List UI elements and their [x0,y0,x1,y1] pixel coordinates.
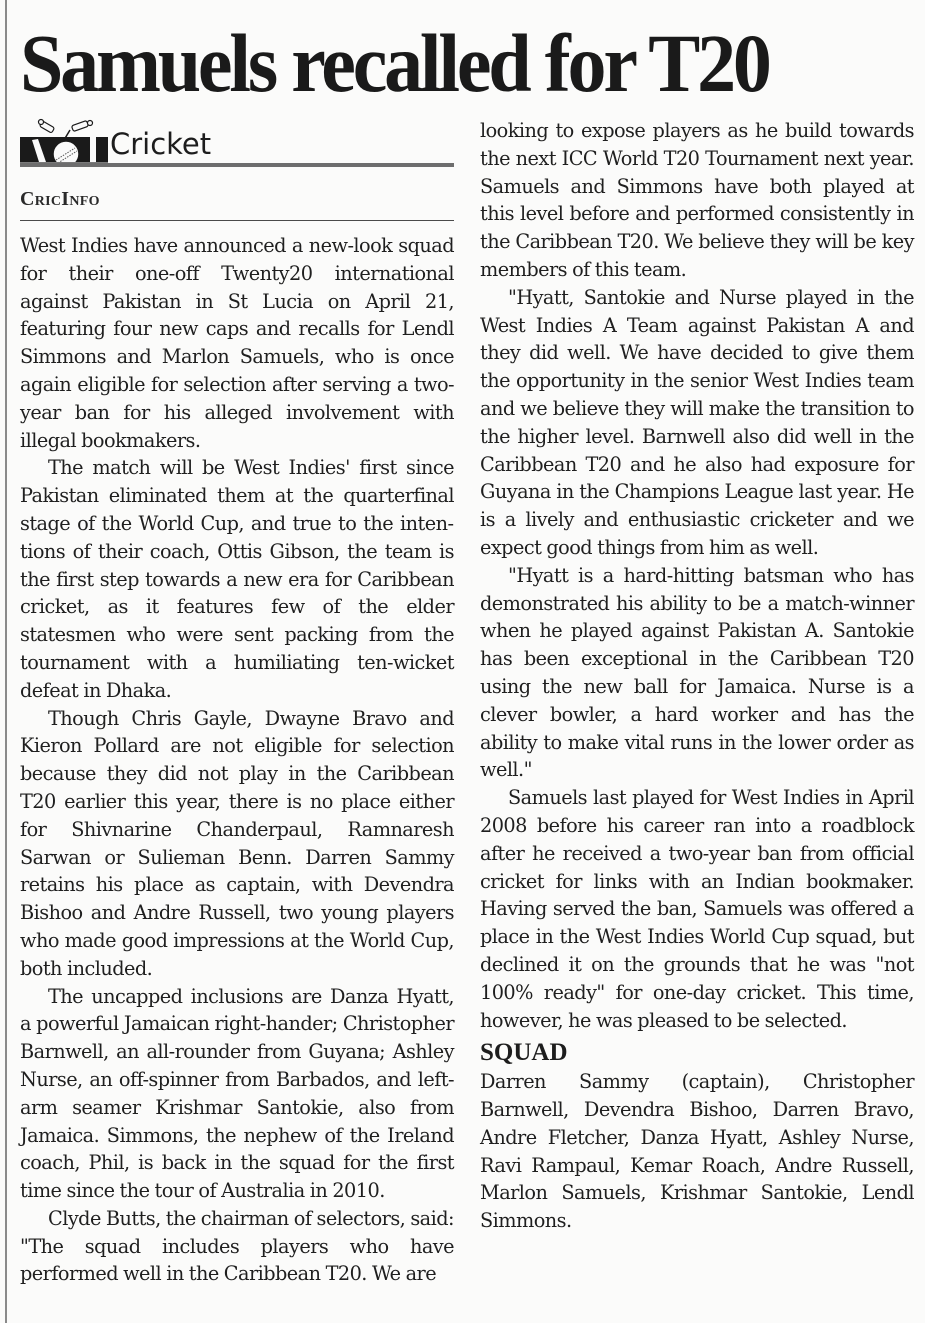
cricket-logo-icon [20,118,108,166]
squad-heading: SQUAD [480,1039,568,1067]
byline-divider [20,220,454,221]
left-column [20,232,454,1288]
section-label: Cricket [110,127,212,161]
byline: CricInfo [20,188,100,210]
right-column [480,117,914,1235]
section-divider [20,163,454,167]
paragraph: The match will be West Indies' first since Pakistan eliminated them at the quarterfinal stage of the World Cup, and true to the intentions of their coach, Ottis Gibson, the team is the first step towards a new era for Caribbean cricket, as it features few of the elder statesmen who were sent packing from the tournament with a humiliating ten-wicket defeat in Dhaka. [20,456,454,702]
paragraph: "Hyatt, Santokie and Nurse played in the West Indies A Team against Pakistan A and they did well. We have decided to give them the opportunity in the senior West Indies team and we believe they will make the transition to the higher level. Barnwell also did well in the Caribbean T20 and he also had exposure for Guyana in the Champions League last year. He is a lively and enthusiastic cricketer and we expect good things from him as well. [480,285,914,559]
paragraph: Though Chris Gayle, Dwayne Bravo and Kieron Pollard are not eligible for selection because they did not play in the Caribbean T20 earlier this year, there is no place either for Shivnarine Chanderpaul, Ramnaresh Sarwan or Sulieman Benn. Darren Sammy retains his place as captain, with Devendra Bishoo and Andre Russell, two young players who made good impressions at the World Cup, both included. [20,706,454,980]
paragraph: Clyde Butts, the chairman of selectors, said: "The squad includes players who have performed well in the Caribbean T20. We are [20,1206,454,1286]
paragraph: West Indies have announced a new-look squad for their one-off Twenty20 international against Pakistan in St Lucia on April 21, featuring four new caps and recalls for Lendl Simmons and Marlon Samuels, who is once again eligible for selection after serving a two-year ban for his alleged involvement with illegal bookmakers. [20,234,454,452]
headline: Samuels recalled for T20 [20,16,769,110]
page-left-border [5,0,7,1323]
paragraph: The uncapped inclusions are Danza Hyatt, a powerful Jamaican right-hander; Christopher Barnwell, an all-rounder from Guyana; Ashley Nurse, an off-spinner from Barbados, and left-arm seamer Krishmar Santokie, also from Jamaica. Simmons, the nephew of the Ireland coach, Phil, is back in the squad for the first time since the tour of Australia in 2010. [20,984,454,1203]
squad-list: Darren Sammy (captain), Christopher Barnwell, Devendra Bishoo, Darren Bravo, Andre Fletcher, Danza Hyatt, Ashley Nurse, Ravi Rampaul, Kemar Roach, Andre Russell, Marlon Samuels, Krishmar Santokie, Lendl Simmons. [480,1070,914,1233]
paragraph: "Hyatt is a hard-hitting batsman who has demonstrated his ability to be a match-winner when he played against Pakistan A. Santokie has been exceptional in the Caribbean T20 using the new ball for Jamaica. Nurse is a clever bowler, a hard worker and has the ability to make vital runs in the lower order as well." [480,563,914,782]
paragraph: Samuels last played for West Indies in April 2008 before his career ran into a roadblock after he received a two-year ban from official cricket for links with an Indian bookmaker. Having served the ban, Samuels was offered a place in the West Indies World Cup squad, but declined it on the grounds that he was "not 100% ready" for one-day cricket. This time, however, he was pleased to be selected. [480,786,914,1032]
paragraph: looking to expose players as he build towards the next ICC World T20 Tournament next year. Samuels and Simmons have both played at this level before and performed consistently in the Caribbean T20. We believe they will be key members of this team. [480,119,914,281]
section-header [20,118,454,168]
